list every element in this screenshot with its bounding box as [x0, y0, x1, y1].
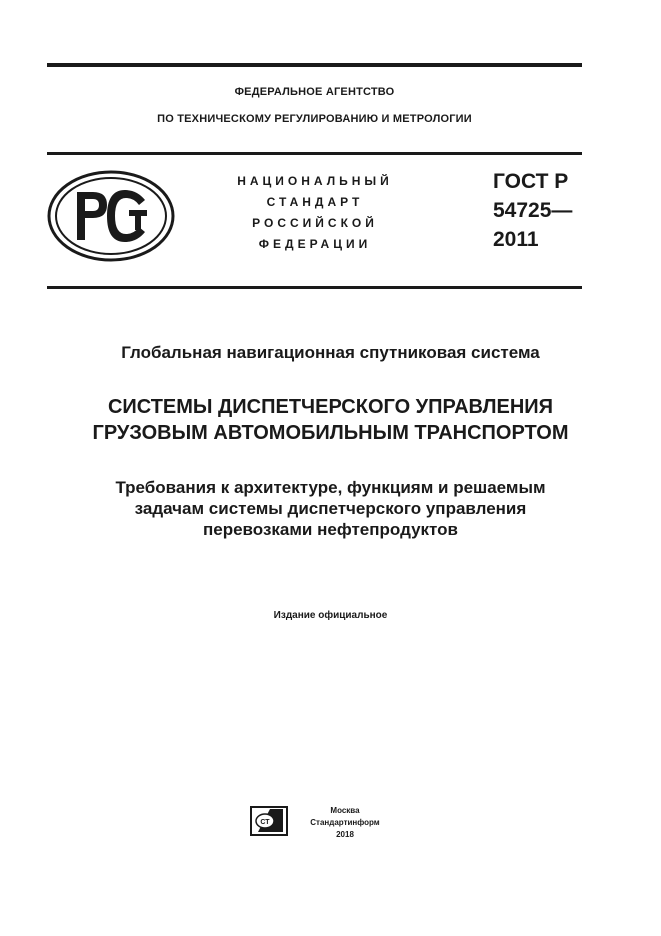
natstd-line-4: ФЕДЕРАЦИИ: [258, 237, 372, 251]
standard-designation: [493, 167, 572, 254]
title-line-2: ГРУЗОВЫМ АВТОМОБИЛЬНЫМ ТРАНСПОРТОМ: [92, 422, 569, 444]
natstd-line-2: СТАНДАРТ: [266, 195, 364, 209]
desc-line-1: Требования к архитектуре, функциям и решаемым: [115, 478, 546, 497]
natstd-line-3: РОССИЙСКОЙ: [252, 216, 378, 230]
edition-label: Издание официальное: [273, 610, 388, 621]
top-rule: [47, 63, 582, 67]
desc-line-3: перевозками нефтепродуктов: [203, 520, 458, 539]
desc-line-2: задачам системы диспетчерского управления: [134, 499, 527, 518]
publisher-year: 2018: [336, 830, 354, 839]
middle-rule: [47, 152, 582, 155]
publisher-name: Стандартинформ: [310, 818, 380, 827]
designation-line-1: ГОСТ Р: [493, 170, 569, 193]
standartinform-logo-icon: [250, 806, 288, 836]
publisher-info: [300, 805, 390, 841]
document-subtitle: Глобальная навигационная спутниковая система: [121, 343, 540, 362]
publisher-city: Москва: [330, 806, 360, 815]
title-line-1: СИСТЕМЫ ДИСПЕТЧЕРСКОГО УПРАВЛЕНИЯ: [107, 396, 554, 418]
lower-rule: [47, 286, 582, 289]
national-standard-label: [225, 171, 405, 255]
document-title: [20, 394, 641, 446]
designation-line-2: 54725—: [493, 199, 573, 222]
agency-line-2: ПО ТЕХНИЧЕСКОМУ РЕГУЛИРОВАНИЮ И МЕТРОЛОГИИ: [157, 113, 472, 125]
agency-line-1: ФЕДЕРАЛЬНОЕ АГЕНТСТВО: [234, 86, 395, 98]
svg-text:СТ: СТ: [260, 819, 270, 826]
document-description: [20, 477, 641, 540]
natstd-line-1: НАЦИОНАЛЬНЫЙ: [237, 174, 393, 188]
rst-emblem-icon: [47, 170, 175, 262]
designation-line-3: 2011: [493, 228, 539, 251]
